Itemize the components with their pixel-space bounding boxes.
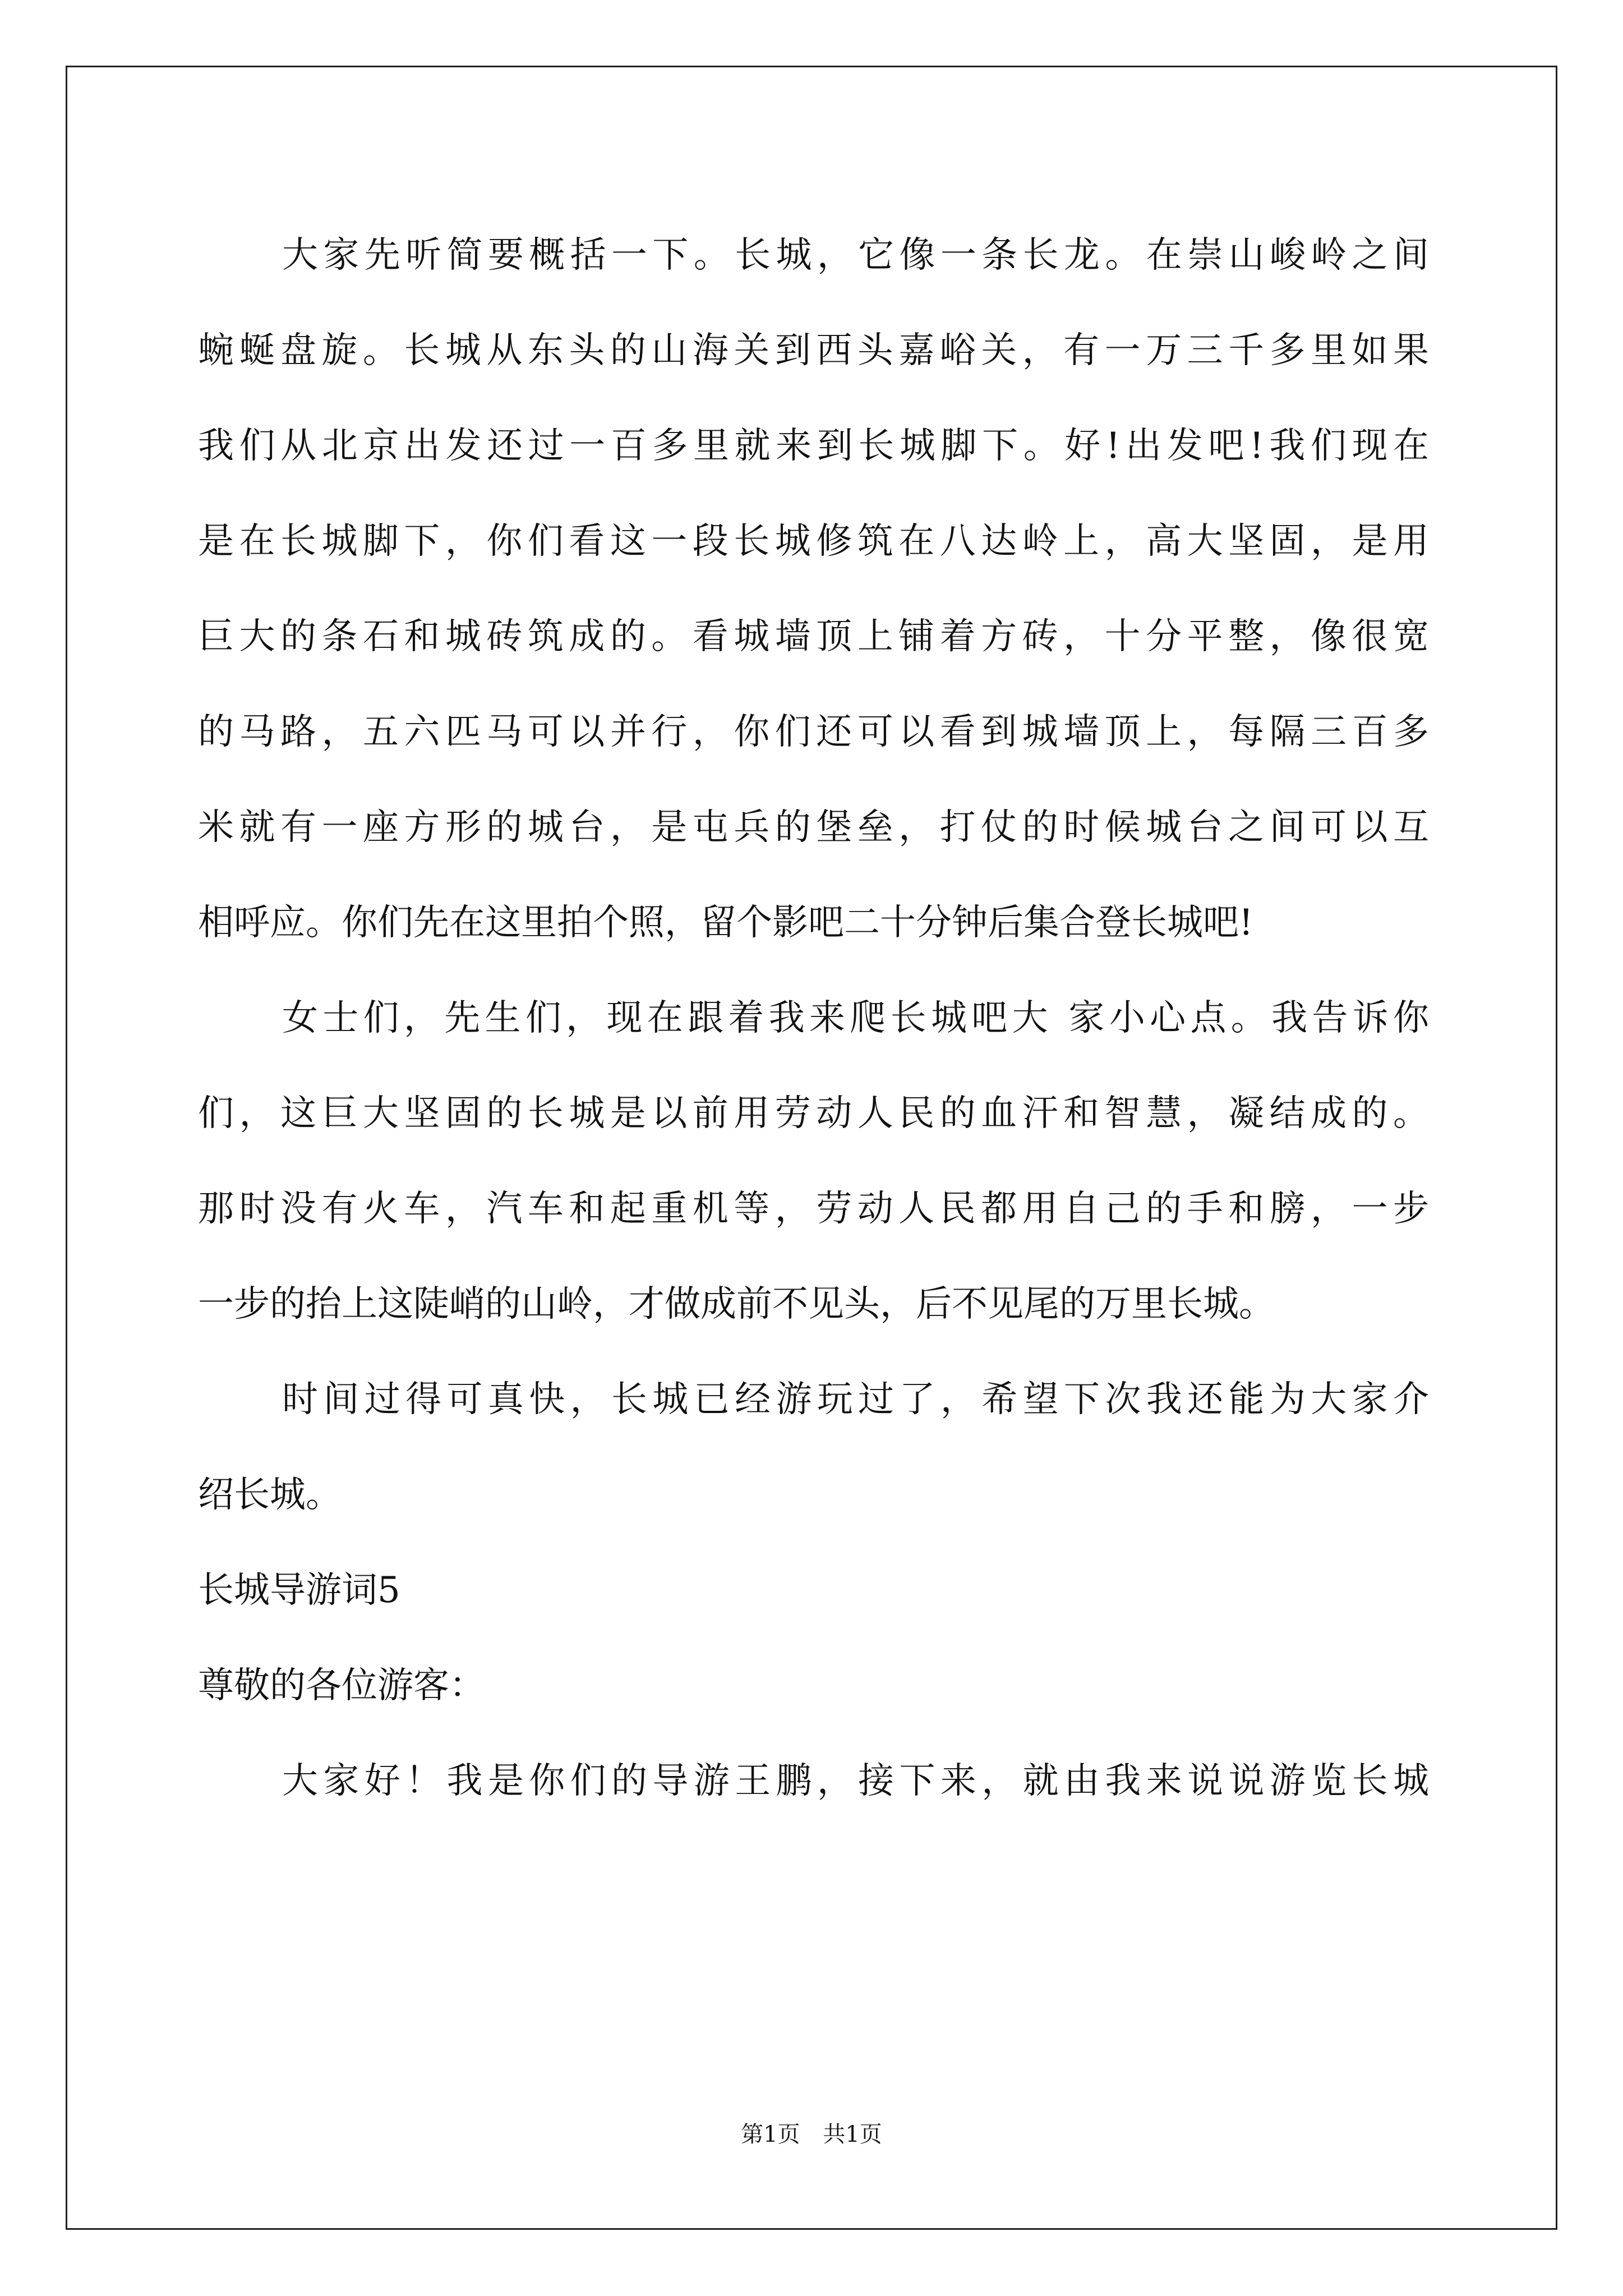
text-line: 绍长城。 — [198, 1474, 342, 1516]
text-line: 米就有一座方形的城台，是屯兵的堡垒，打仗的时候城台之间可以互 — [198, 807, 1429, 848]
text-line: 大家好！我是你们的导游王鹏，接下来，就由我来说说游览长城 — [282, 1760, 1429, 1802]
text-line: 大家先听简要概括一下。长城，它像一条长龙。在崇山峻岭之间 — [282, 234, 1429, 276]
text-line: 相呼应。你们先在这里拍个照，留个影吧二十分钟后集合登长城吧! — [198, 902, 1253, 944]
text-line: 女士们，先生们，现在跟着我来爬长城吧大 家小心点。我告诉你 — [282, 997, 1429, 1039]
text-line: 蜿蜒盘旋。长城从东头的山海关到西头嘉峪关，有一万三千多里如果 — [198, 330, 1429, 371]
text-line: 时间过得可真快，长城已经游玩过了，希望下次我还能为大家介 — [282, 1379, 1429, 1420]
document-body — [198, 208, 1429, 1829]
text-line: 是在长城脚下，你们看这一段长城修筑在八达岭上，高大坚固，是用 — [198, 521, 1429, 562]
page-footer — [0, 2118, 1623, 2151]
text-line: 们，这巨大坚固的长城是以前用劳动人民的血汗和智慧，凝结成的。 — [198, 1093, 1429, 1134]
text-line: 我们从北京出发还过一百多里就来到长城脚下。好!出发吧!我们现在 — [198, 425, 1429, 467]
section-heading: 长城导游词5 — [198, 1570, 400, 1611]
page-total: 共1页 — [823, 2122, 882, 2147]
text-line: 巨大的条石和城砖筑成的。看城墙顶上铺着方砖，十分平整，像很宽 — [198, 616, 1429, 657]
text-line: 一步的抬上这陡峭的山岭，才做成前不见头，后不见尾的万里长城。 — [198, 1283, 1275, 1325]
salutation: 尊敬的各位游客： — [198, 1665, 485, 1706]
text-line: 那时没有火车，汽车和起重机等，劳动人民都用自己的手和膀，一步 — [198, 1188, 1429, 1230]
page-number: 第1页 — [741, 2122, 800, 2147]
text-line: 的马路，五六匹马可以并行，你们还可以看到城墙顶上，每隔三百多 — [198, 711, 1429, 753]
